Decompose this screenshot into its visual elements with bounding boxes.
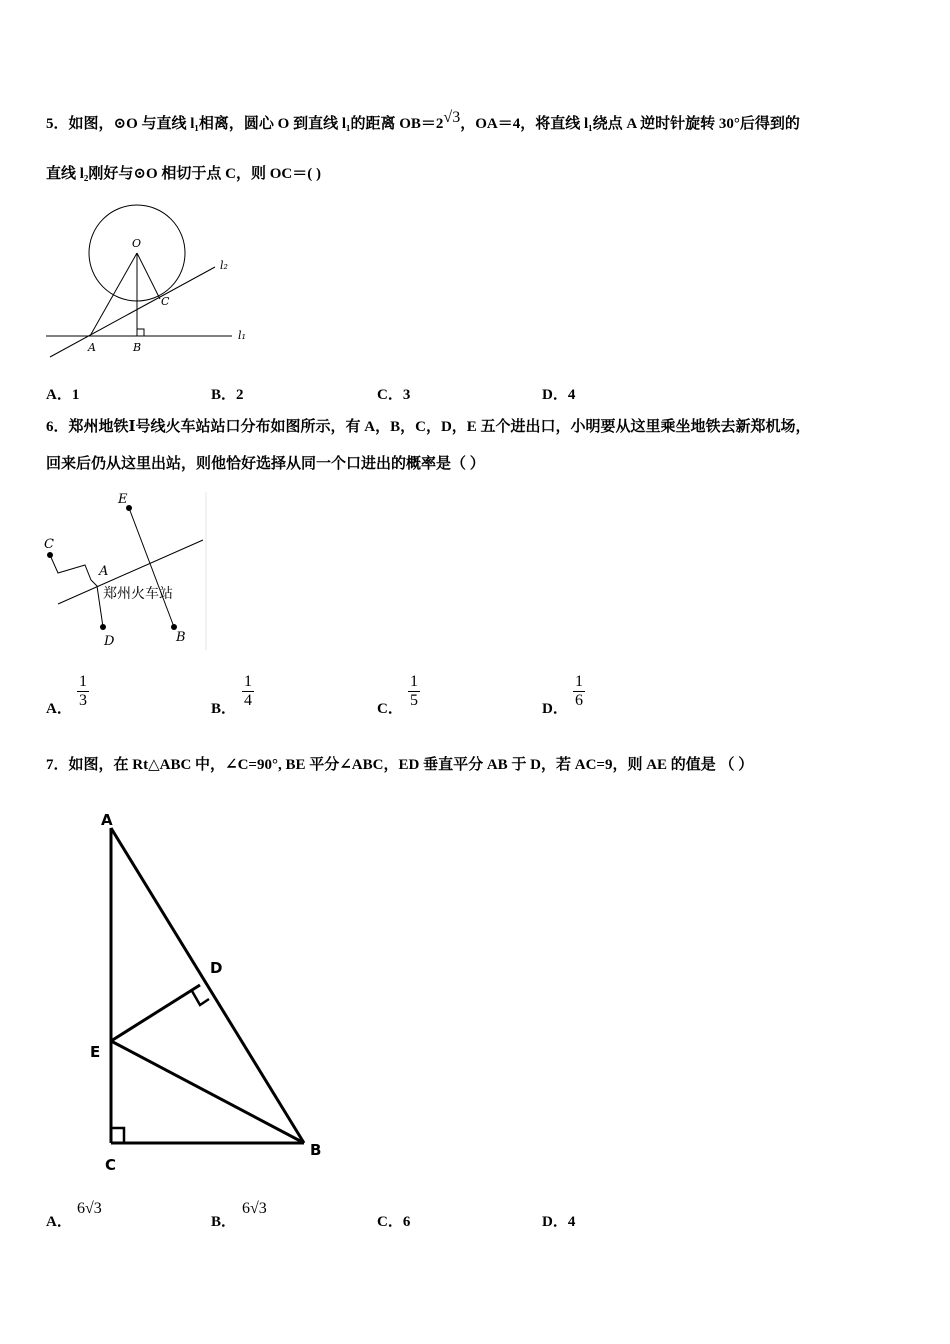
q6-label-b: B <box>176 630 186 645</box>
q7-label-a: A <box>101 811 113 829</box>
q6-option-d[interactable]: D． <box>542 701 568 717</box>
q6-diagram <box>40 488 210 653</box>
q6-option-c[interactable]: C． <box>377 701 403 717</box>
q5-label-o: O <box>132 237 142 250</box>
q5-diagram <box>40 205 260 365</box>
q5-sqrt3: √3 <box>443 109 461 126</box>
q5-stem-part1: 5．如图，⊙O 与直线 l₁相离，圆心 O 到直线 l₁的距离 OB＝2 <box>46 116 444 132</box>
q6-station-label: 郑州火车站 <box>103 586 173 602</box>
q7-label-b: B <box>310 1141 322 1159</box>
q6-stem-line1: 6．郑州地铁Ⅰ号线火车站站口分布如图所示，有 A，B，C，D，E 五个进出口，小明要从这里乘坐地铁去新郑机场， <box>46 419 811 435</box>
q6-label-c: C <box>44 537 54 552</box>
q5-option-d[interactable]: D．4 <box>542 387 576 403</box>
q6-option-b[interactable]: B． <box>211 701 237 717</box>
q5-segment-oc <box>137 253 160 299</box>
q7-right-angle-d <box>192 991 209 1005</box>
q5-label-b: B <box>133 341 142 354</box>
q5-option-c[interactable]: C．3 <box>377 387 411 403</box>
q5-segment-oa <box>90 253 137 336</box>
q5-option-a[interactable]: A．1 <box>46 387 80 403</box>
q7-label-c: C <box>105 1156 117 1174</box>
q6-path-cd <box>50 555 103 627</box>
q6-label-d: D <box>104 634 115 649</box>
q6-label-a: A <box>99 564 109 579</box>
q6-dot-c <box>47 552 53 558</box>
q7-label-d: D <box>210 959 223 977</box>
q7-option-a[interactable]: A． <box>46 1214 72 1230</box>
q6-line-eb <box>129 508 174 627</box>
q7-option-b[interactable]: B． <box>211 1214 237 1230</box>
q6-option-a[interactable]: A． <box>46 701 72 717</box>
q7-right-angle-c <box>111 1128 124 1143</box>
q5-label-a: A <box>88 341 96 354</box>
q7-diagram <box>80 805 340 1175</box>
q7-stem-line1: 7．如图，在 Rt△ABC 中，∠C=90°, BE 平分∠ABC，ED 垂直平分 AB 于 D，若 AC=9，则 AE 的值是 （ ） <box>46 757 754 773</box>
q5-label-l2: l₂ <box>220 259 228 272</box>
q6-option-b-fraction: 1 4 <box>244 673 252 709</box>
q6-option-c-fraction: 1 5 <box>410 673 418 709</box>
q7-side-ab <box>111 828 304 1143</box>
q7-option-d[interactable]: D．4 <box>542 1214 576 1230</box>
q5-option-b[interactable]: B．2 <box>211 387 244 403</box>
q5-right-angle-b <box>137 329 144 336</box>
q7-segment-eb <box>111 1041 304 1143</box>
q6-dot-d <box>100 624 106 630</box>
q7-option-b-value: 6√3 <box>242 1200 267 1217</box>
q5-stem-line2: 直线 l₂刚好与⊙O 相切于点 C，则 OC＝( ) <box>46 166 321 182</box>
q6-option-a-fraction: 1 3 <box>79 673 87 709</box>
q7-segment-ed <box>111 985 200 1041</box>
q7-option-a-value: 6√3 <box>77 1200 102 1217</box>
q5-stem-part2: ，OA＝4，将直线 l₁绕点 A 逆时针旋转 30°后得到的 <box>460 116 800 132</box>
q5-stem-line1 <box>46 109 800 134</box>
q6-label-e: E <box>118 492 128 507</box>
q7-option-c[interactable]: C．6 <box>377 1214 411 1230</box>
q6-option-d-fraction: 1 6 <box>575 673 583 709</box>
q7-label-e: E <box>90 1043 101 1061</box>
q5-label-c: C <box>161 295 170 308</box>
q5-label-l1: l₁ <box>238 329 246 342</box>
q6-stem-line2: 回来后仍从这里出站，则他恰好选择从同一个口进出的概率是（ ） <box>46 456 485 472</box>
